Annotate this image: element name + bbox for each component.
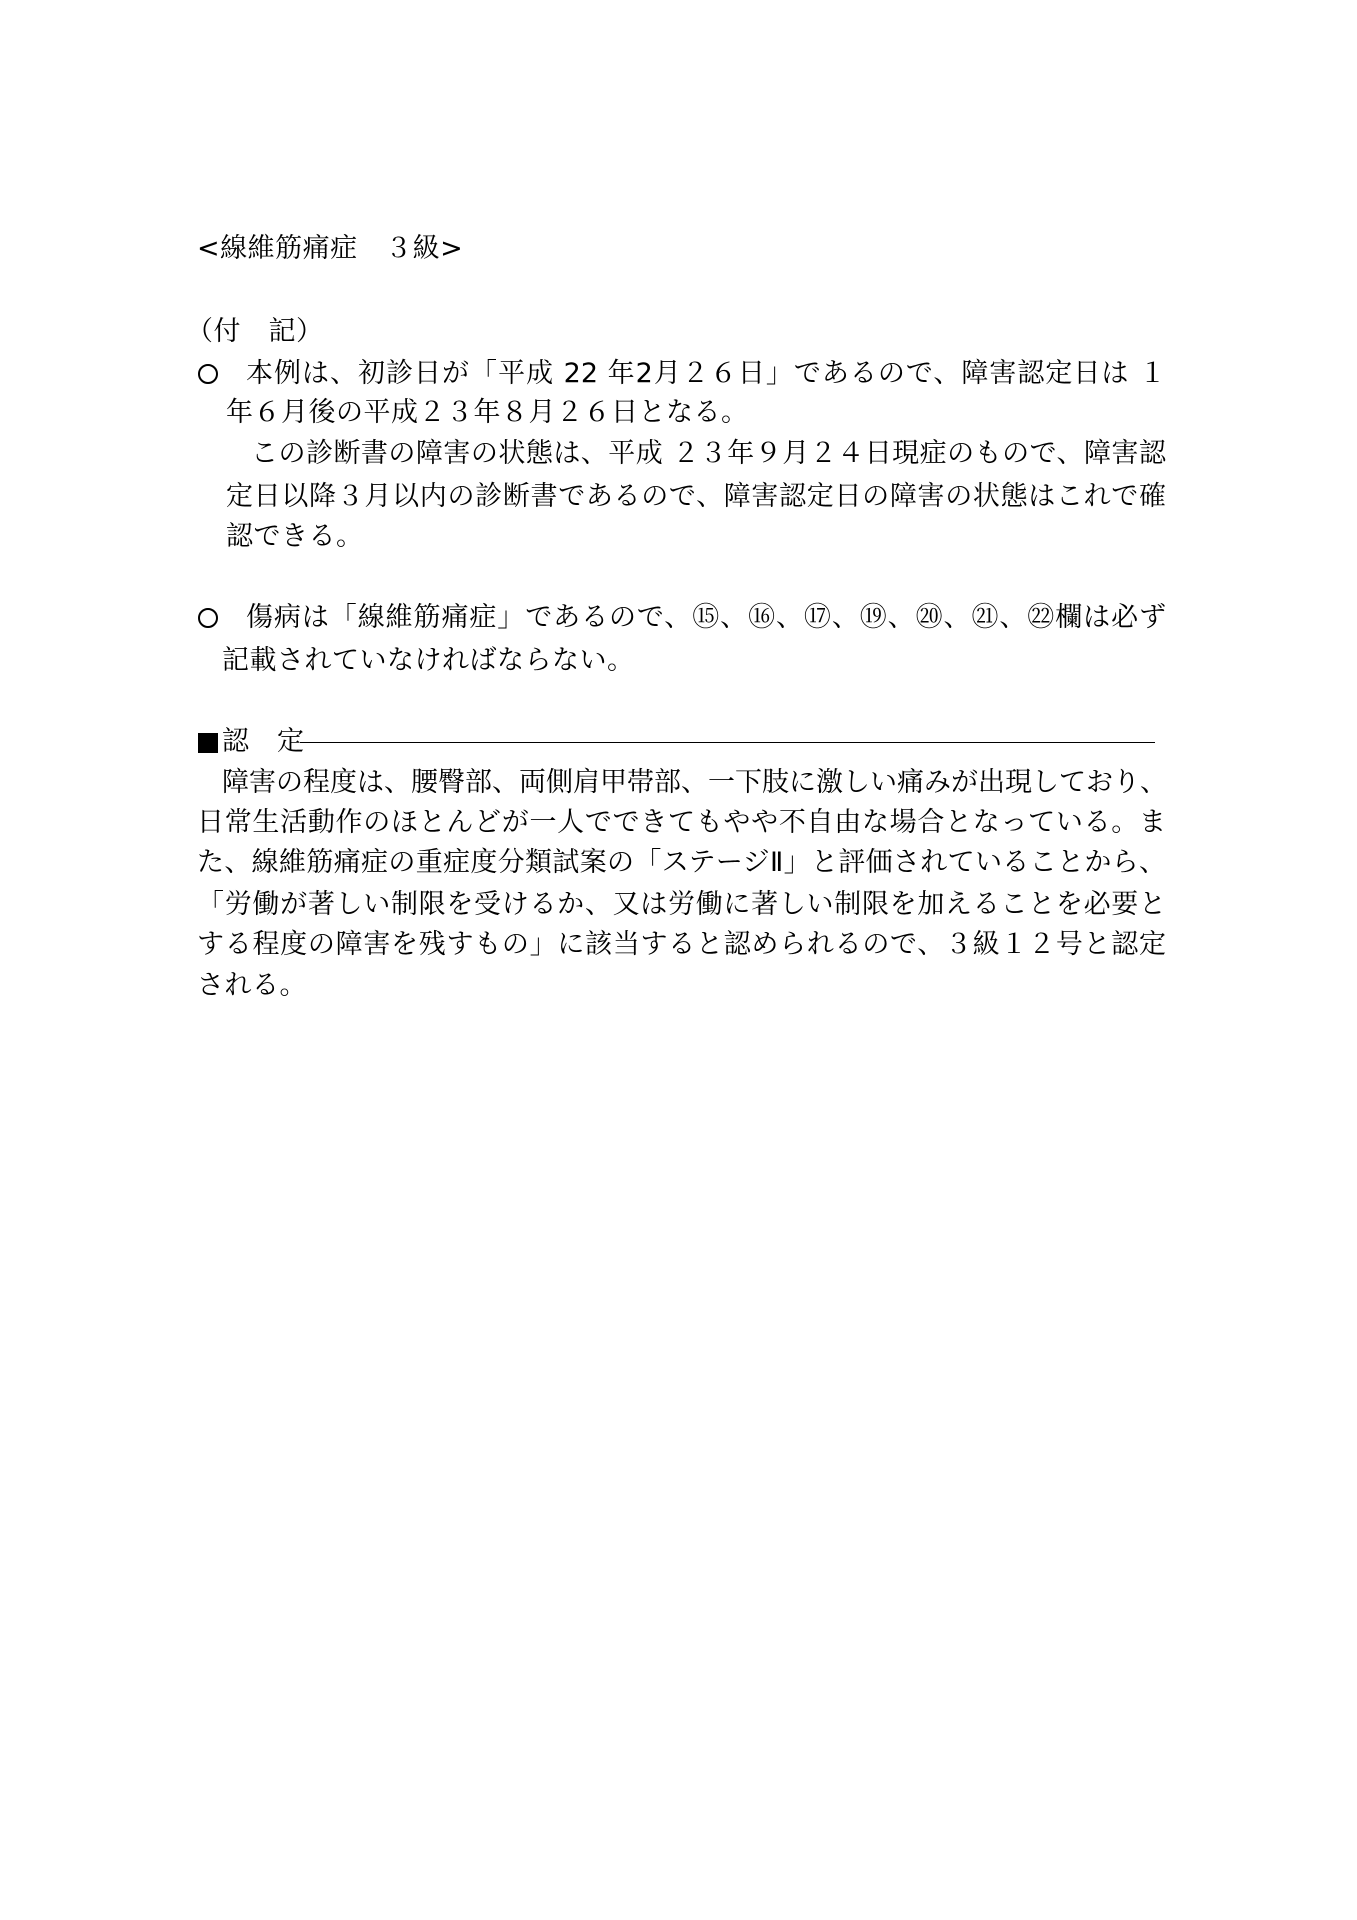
note-para-2-line-3: 認できる。	[226, 521, 364, 552]
certification-line-3: た、線維筋痛症の重症度分類試案の「ステージⅡ」と評価されていることから、	[197, 847, 1166, 878]
certification-line-2: 日常生活動作のほとんどが一人でできてもやや不自由な場合となっている。ま	[197, 807, 1166, 838]
certification-line-1: 障害の程度は、腰臀部、両側肩甲帯部、一下肢に激しい痛みが出現しており、	[222, 767, 1167, 798]
note-para-2-line-2: 定日以降３月以内の診断書であるので、障害認定日の障害の状態はこれで確	[226, 481, 1166, 512]
document-title: <線維筋痛症 ３級>	[197, 233, 464, 264]
note-bullet-1-line-2: 年６月後の平成２３年８月２６日となる。	[226, 397, 749, 428]
note-bullet-2-line-1: 傷病は「線維筋痛症」であるので、⑮、⑯、⑰、⑲、⑳、㉑、㉒欄は必ず	[246, 602, 1166, 633]
note-bullet-2-line-2: 記載されていなければならない。	[222, 645, 635, 676]
circle-bullet-icon	[198, 608, 218, 628]
certification-line-4: 「労働が著しい制限を受けるか、又は労働に著しい制限を加えることを必要と	[197, 889, 1166, 920]
note-bullet-1-line-1: 本例は、初診日が「平成 22 年2月２６日」であるので、障害認定日は １	[246, 358, 1166, 389]
note-para-2-line-1: この診断書の障害の状態は、平成 ２３年９月２４日現症のもので、障害認	[251, 438, 1166, 469]
certification-line-6: される。	[197, 970, 307, 1001]
square-bullet-icon	[198, 733, 218, 753]
circle-bullet-icon	[198, 364, 218, 384]
note-heading: （付 記）	[186, 316, 324, 347]
heading-rule	[300, 742, 1155, 743]
certification-line-5: する程度の障害を残すもの」に該当すると認められるので、３級１２号と認定	[197, 929, 1166, 960]
certification-heading: 認 定	[222, 726, 305, 757]
